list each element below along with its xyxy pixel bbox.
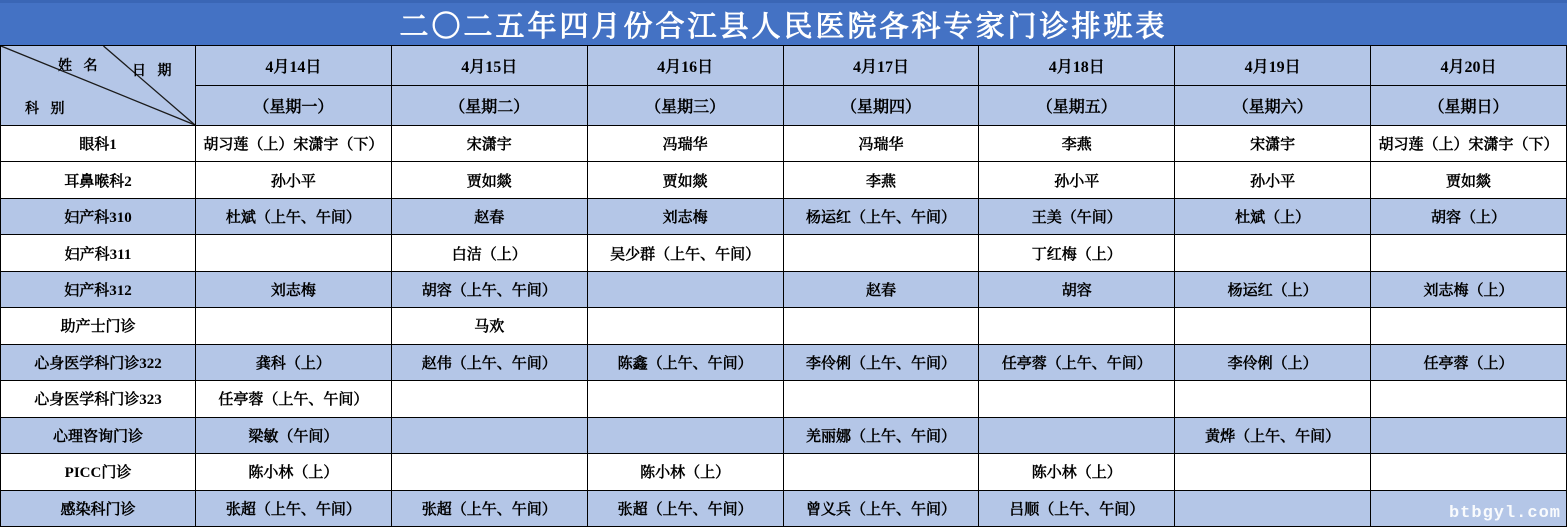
- corner-dept-label: 科 别: [25, 102, 69, 117]
- schedule-cell: 冯瑞华: [783, 126, 979, 162]
- schedule-cell: 宋潇宇: [391, 126, 587, 162]
- schedule-cell: 王美（午间）: [979, 198, 1175, 234]
- weekday-header: （星期六）: [1175, 86, 1371, 126]
- schedule-cell: 吕顺（上午、午间）: [979, 490, 1175, 526]
- schedule-cell: 梁敏（午间）: [196, 417, 392, 453]
- corner-date-label: 日 期: [132, 64, 176, 79]
- schedule-cell: 吴少群（上午、午间）: [587, 235, 783, 271]
- schedule-cell: 杨运红（上午、午间）: [783, 198, 979, 234]
- row-header-dept: 感染科门诊: [1, 490, 196, 526]
- corner-name-label: 姓 名: [58, 59, 102, 74]
- schedule-cell: 陈小林（上）: [979, 454, 1175, 490]
- schedule-cell: [587, 381, 783, 417]
- weekday-header: （星期三）: [587, 86, 783, 126]
- schedule-cell: 赵春: [783, 271, 979, 307]
- table-row: [1, 344, 1567, 380]
- schedule-cell: 丁红梅（上）: [979, 235, 1175, 271]
- row-header-dept: 眼科1: [1, 126, 196, 162]
- schedule-cell: 陈小林（上）: [196, 454, 392, 490]
- schedule-cell: [1175, 308, 1371, 344]
- schedule-cell: [1175, 235, 1371, 271]
- schedule-cell: 胡容（上午、午间）: [391, 271, 587, 307]
- schedule-cell: 杨运红（上）: [1175, 271, 1371, 307]
- table-row: [1, 381, 1567, 417]
- schedule-cell: 李燕: [979, 126, 1175, 162]
- schedule-cell: [1371, 490, 1567, 526]
- schedule-cell: 张超（上午、午间）: [391, 490, 587, 526]
- schedule-cell: [1175, 381, 1371, 417]
- schedule-cell: 任亭蓉（上午、午间）: [979, 344, 1175, 380]
- schedule-cell: [391, 417, 587, 453]
- table-row: [1, 162, 1567, 198]
- schedule-cell: 任亭蓉（上）: [1371, 344, 1567, 380]
- schedule-cell: 孙小平: [979, 162, 1175, 198]
- date-header: 4月14日: [196, 46, 392, 86]
- schedule-cell: 曾义兵（上午、午间）: [783, 490, 979, 526]
- schedule-cell: [587, 271, 783, 307]
- schedule-cell: 宋潇宇: [1175, 126, 1371, 162]
- schedule-cell: 刘志梅: [587, 198, 783, 234]
- row-header-dept: 心身医学科门诊322: [1, 344, 196, 380]
- row-header-dept: 妇产科312: [1, 271, 196, 307]
- schedule-cell: 杜斌（上）: [1175, 198, 1371, 234]
- watermark-text: btbgyl.com: [1448, 504, 1561, 523]
- weekday-header-row: [1, 86, 1567, 126]
- schedule-cell: 张超（上午、午间）: [196, 490, 392, 526]
- row-header-dept: 心理咨询门诊: [1, 417, 196, 453]
- schedule-cell: 贾如燚: [587, 162, 783, 198]
- schedule-cell: [1175, 490, 1371, 526]
- schedule-cell: 龚科（上）: [196, 344, 392, 380]
- schedule-cell: 李伶俐（上）: [1175, 344, 1371, 380]
- schedule-cell: [979, 308, 1175, 344]
- schedule-cell: [391, 381, 587, 417]
- weekday-header: （星期一）: [196, 86, 392, 126]
- table-row: [1, 235, 1567, 271]
- schedule-cell: 陈鑫（上午、午间）: [587, 344, 783, 380]
- schedule-cell: 黄烨（上午、午间）: [1175, 417, 1371, 453]
- schedule-cell: 任亭蓉（上午、午间）: [196, 381, 392, 417]
- weekday-header: （星期二）: [391, 86, 587, 126]
- schedule-cell: [1371, 454, 1567, 490]
- schedule-cell: 杜斌（上午、午间）: [196, 198, 392, 234]
- schedule-cell: 贾如燚: [391, 162, 587, 198]
- table-row: [1, 490, 1567, 526]
- weekday-header: （星期四）: [783, 86, 979, 126]
- date-header: 4月16日: [587, 46, 783, 86]
- schedule-cell: [1175, 454, 1371, 490]
- date-header: 4月20日: [1371, 46, 1567, 86]
- date-header: 4月18日: [979, 46, 1175, 86]
- schedule-cell: 孙小平: [196, 162, 392, 198]
- schedule-cell: 张超（上午、午间）: [587, 490, 783, 526]
- date-header-row: [1, 46, 1567, 86]
- weekday-header: （星期日）: [1371, 86, 1567, 126]
- schedule-cell: 胡习莲（上）宋潇宇（下）: [1371, 126, 1567, 162]
- schedule-cell: [783, 381, 979, 417]
- table-row: [1, 308, 1567, 344]
- weekday-header: （星期五）: [979, 86, 1175, 126]
- schedule-cell: 刘志梅（上）: [1371, 271, 1567, 307]
- date-header: 4月15日: [391, 46, 587, 86]
- schedule-cell: [979, 381, 1175, 417]
- schedule-cell: 马欢: [391, 308, 587, 344]
- date-header: 4月19日: [1175, 46, 1371, 86]
- schedule-cell: [1371, 417, 1567, 453]
- schedule-cell: [783, 235, 979, 271]
- schedule-cell: 冯瑞华: [587, 126, 783, 162]
- schedule-cell: [1371, 308, 1567, 344]
- schedule-cell: 李燕: [783, 162, 979, 198]
- row-header-dept: 心身医学科门诊323: [1, 381, 196, 417]
- schedule-cell: [587, 308, 783, 344]
- schedule-cell: [587, 417, 783, 453]
- row-header-dept: PICC门诊: [1, 454, 196, 490]
- table-row: [1, 198, 1567, 234]
- row-header-dept: 妇产科311: [1, 235, 196, 271]
- schedule-cell: 胡习莲（上）宋潇宇（下）: [196, 126, 392, 162]
- schedule-cell: [1371, 381, 1567, 417]
- page-title: 二〇二五年四月份合江县人民医院各科专家门诊排班表: [0, 0, 1567, 45]
- schedule-cell: 贾如燚: [1371, 162, 1567, 198]
- schedule-cell: 陈小林（上）: [587, 454, 783, 490]
- table-row: [1, 417, 1567, 453]
- schedule-cell: 赵伟（上午、午间）: [391, 344, 587, 380]
- schedule-cell: 李伶俐（上午、午间）: [783, 344, 979, 380]
- schedule-cell: [196, 308, 392, 344]
- date-header: 4月17日: [783, 46, 979, 86]
- schedule-cell: [391, 454, 587, 490]
- schedule-cell: 赵春: [391, 198, 587, 234]
- schedule-cell: [979, 417, 1175, 453]
- schedule-cell: [783, 308, 979, 344]
- schedule-cell: [196, 235, 392, 271]
- schedule-cell: 白洁（上）: [391, 235, 587, 271]
- schedule-cell: 孙小平: [1175, 162, 1371, 198]
- schedule-cell: 羌丽娜（上午、午间）: [783, 417, 979, 453]
- table-row: [1, 271, 1567, 307]
- schedule-cell: [1371, 235, 1567, 271]
- schedule-cell: 胡容（上）: [1371, 198, 1567, 234]
- schedule-cell: [783, 454, 979, 490]
- table-row: [1, 454, 1567, 490]
- row-header-dept: 耳鼻喉科2: [1, 162, 196, 198]
- schedule-table: [0, 45, 1567, 527]
- corner-header-cell: [1, 46, 196, 126]
- schedule-cell: 刘志梅: [196, 271, 392, 307]
- schedule-cell: 胡容: [979, 271, 1175, 307]
- table-row: [1, 126, 1567, 162]
- row-header-dept: 助产士门诊: [1, 308, 196, 344]
- row-header-dept: 妇产科310: [1, 198, 196, 234]
